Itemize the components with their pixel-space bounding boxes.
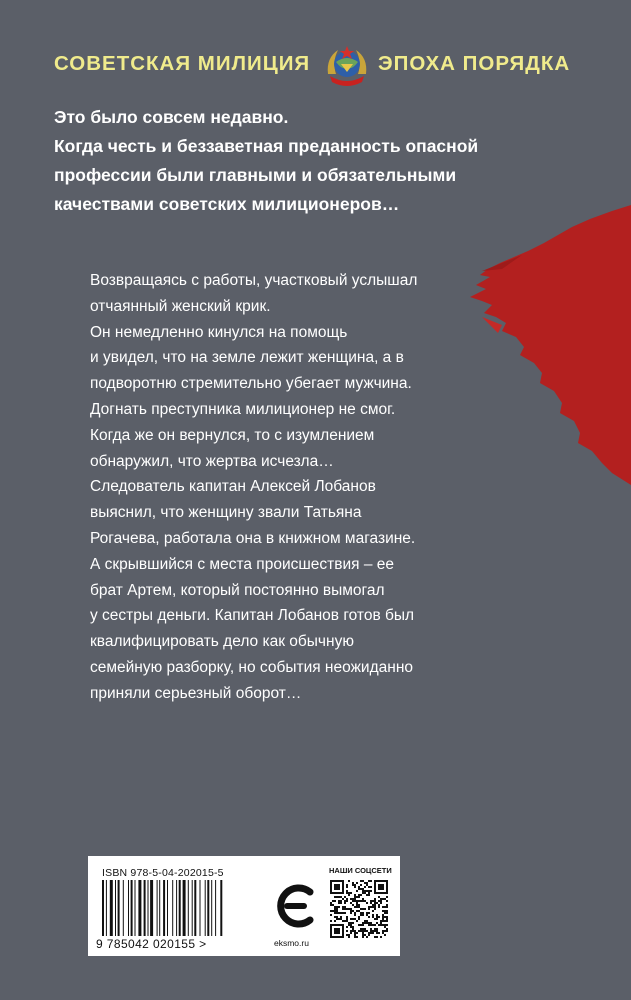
description-line: приняли серьезный оборот… [90,684,302,702]
description-line: квалифицировать дело как обычную [90,633,354,651]
series-name-right: ЭПОХА ПОРЯДКА [378,52,571,75]
description-line: и увидел, что на земле лежит женщина, а в [90,349,404,367]
intro-line: Это было совсем недавно. [54,107,289,127]
description-line: брат Артем, который постоянно вымогал [90,581,385,599]
social-label: НАШИ СОЦСЕТИ [329,866,392,875]
ussr-emblem-icon [322,44,372,88]
isbn-label: ISBN 978-5-04-202015-5 [102,867,224,879]
description-line: обнаружил, что жертва исчезла… [90,452,334,470]
description-line: отчаянный женский крик. [90,297,271,315]
description-text [90,268,490,707]
intro-line: качествами советских милиционеров… [54,194,400,214]
description-line: Следователь капитан Алексей Лобанов [90,478,376,496]
description-line: Догнать преступника милиционер не смог. [90,400,396,418]
series-header [0,44,631,88]
description-line: Когда же он вернулся, то с изумлением [90,426,375,444]
intro-text [54,103,594,219]
description-line: у сестры деньги. Капитан Лобанов готов был [90,607,415,625]
series-name-left: СОВЕТСКАЯ МИЛИЦИЯ [54,52,311,75]
intro-line: Когда честь и беззаветная преданность опасной [54,136,479,156]
description-line: А скрывшийся с места происшествия – ее [90,555,395,573]
ean-digits: 9 785042 020155 > [96,937,207,951]
description-line: подворотню стремительно убегает мужчина. [90,375,412,393]
publisher-url[interactable]: eksmo.ru [274,938,309,948]
description-line: Он немедленно кинулся на помощь [90,323,348,341]
eksmo-logo-icon [274,882,318,930]
intro-line: профессии были главными и обязательными [54,165,457,185]
description-line: Возвращаясь с работы, участковый услышал [90,272,418,289]
description-line: Рогачева, работала она в книжном магазине. [90,529,416,547]
barcode-panel [88,856,400,956]
qr-code-icon[interactable] [330,880,388,938]
barcode [102,880,260,936]
description-line: семейную разборку, но события неожиданно [90,658,413,676]
description-line: выяснил, что женщину звали Татьяна [90,504,362,522]
